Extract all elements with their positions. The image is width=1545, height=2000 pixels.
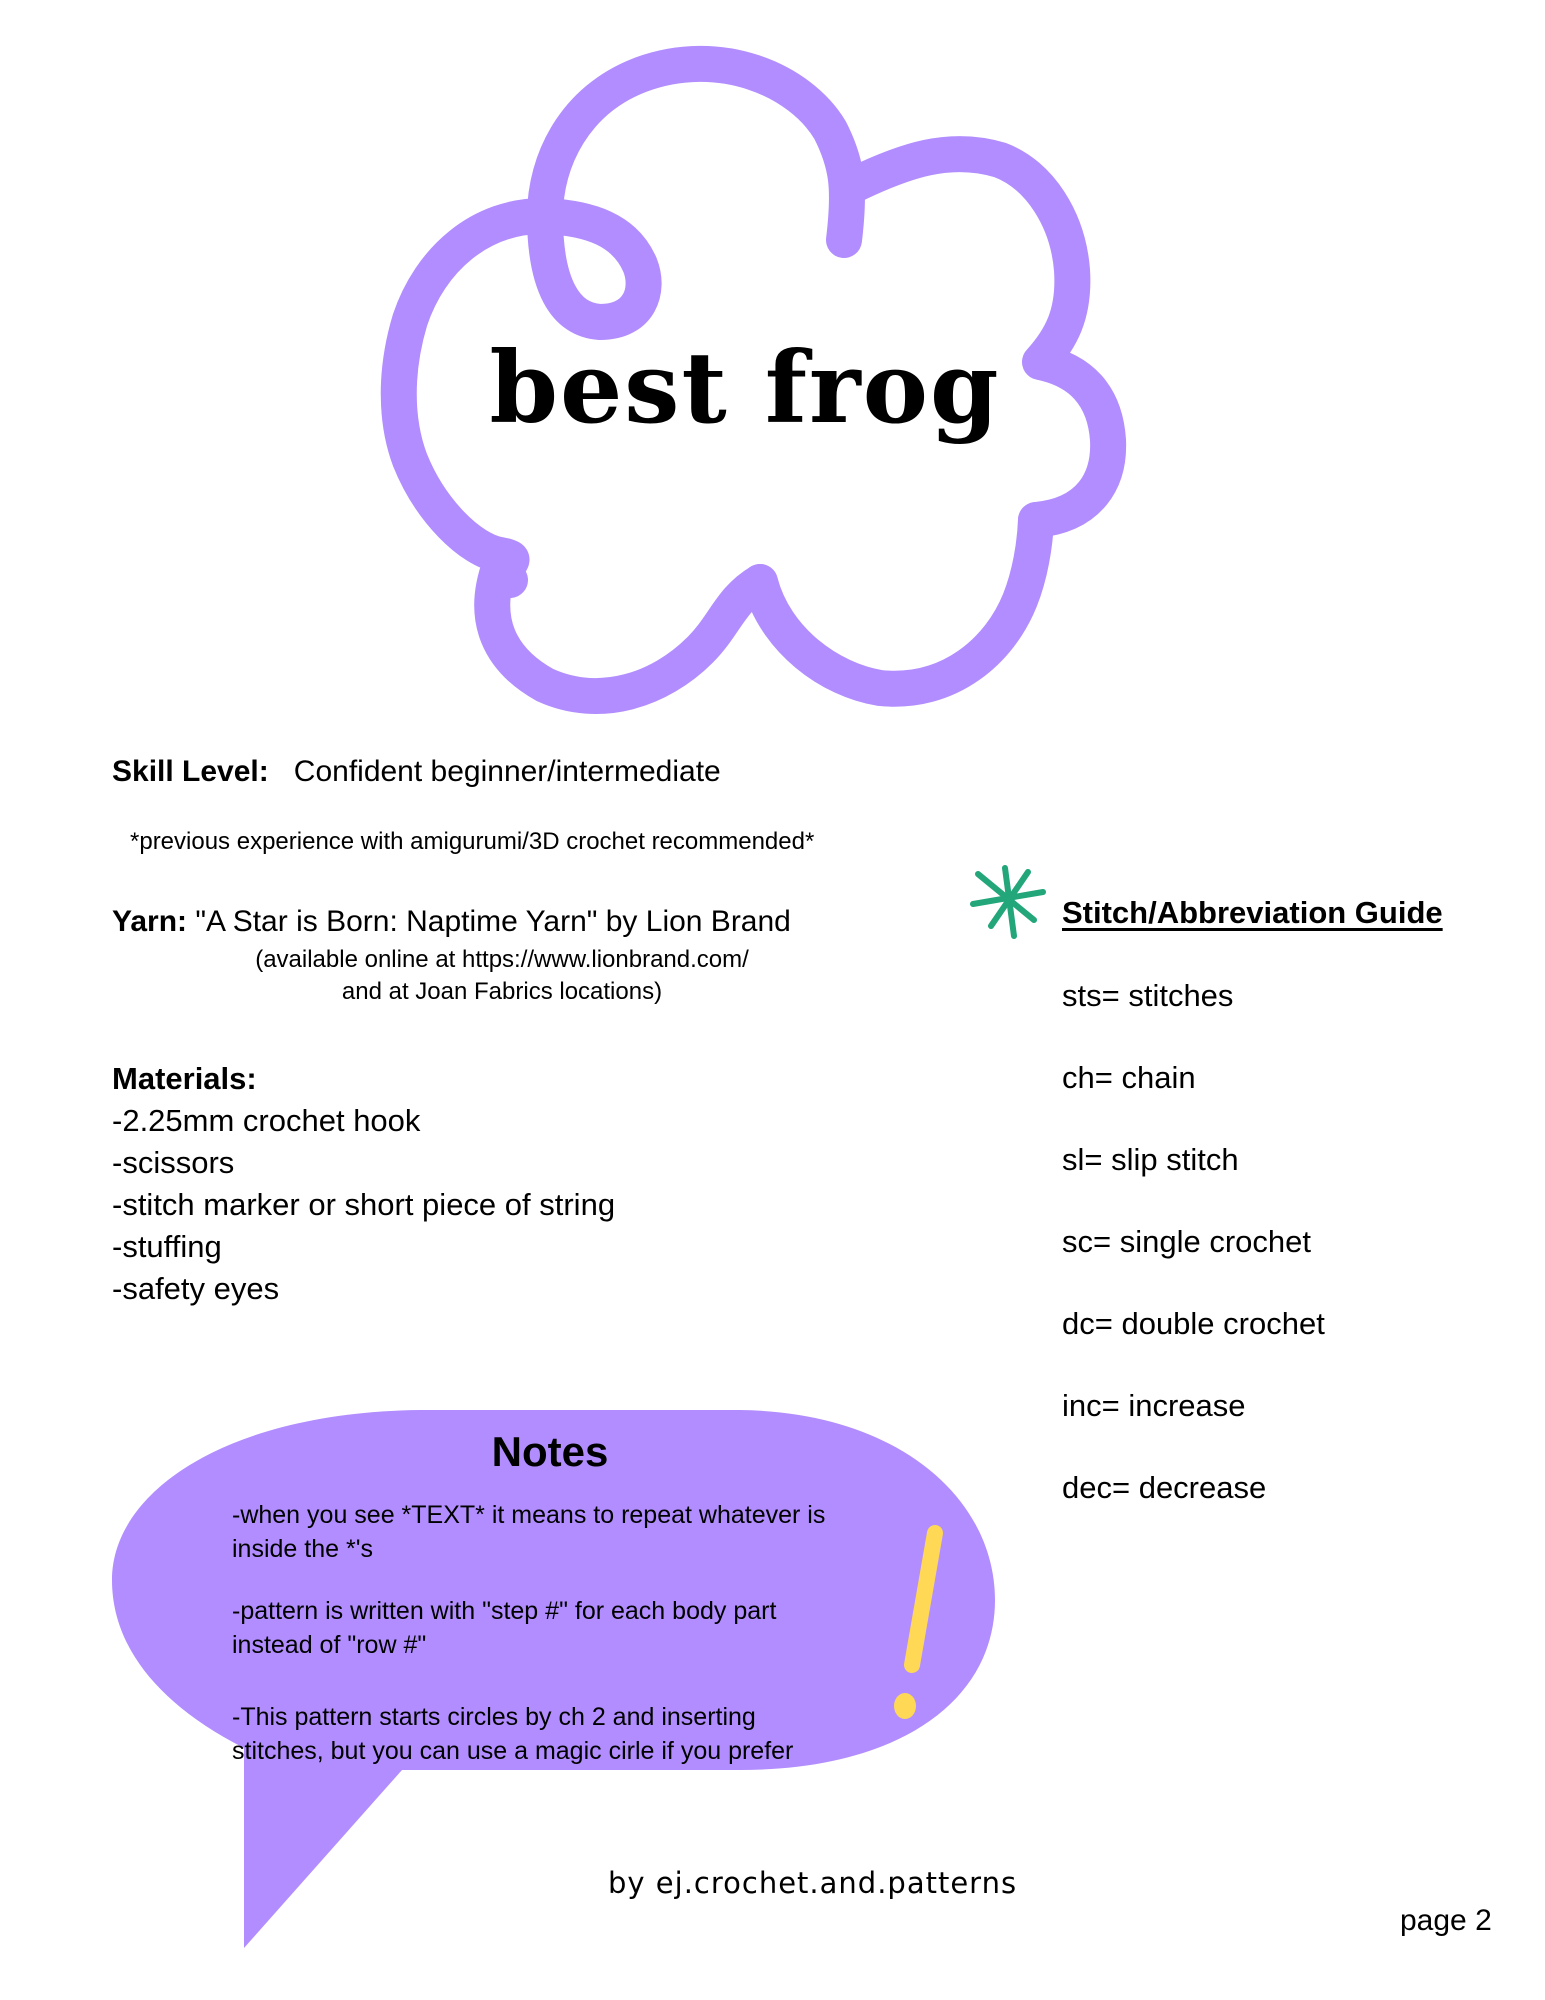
materials-item: -safety eyes — [112, 1271, 280, 1306]
skill-level-label: Skill Level: — [112, 755, 269, 788]
skill-level-note: *previous experience with amigurumi/3D crochet recommended* — [130, 828, 815, 855]
materials-item: -scissors — [112, 1145, 235, 1180]
materials-item: -stuffing — [112, 1229, 222, 1264]
notes-title: Notes — [491, 1428, 609, 1475]
stitch-guide-item: sl= slip stitch — [1062, 1142, 1239, 1177]
yarn-availability-line-1: (available online at https://www.lionbrand.com/ — [255, 946, 749, 973]
stitch-guide-item: ch= chain — [1062, 1060, 1196, 1095]
stitch-guide-item: sts= stitches — [1062, 978, 1234, 1013]
skill-level-value: Confident beginner/intermediate — [293, 755, 721, 788]
stitch-guide-item: inc= increase — [1062, 1388, 1246, 1423]
stitch-guide-item: dc= double crochet — [1062, 1306, 1325, 1341]
notes-item: -pattern is written with "step #" for each body part instead of "row #" — [232, 1597, 777, 1659]
author-byline: by ej.crochet.and.patterns — [608, 1866, 1018, 1900]
yarn-availability-line-2: and at Joan Fabrics locations) — [341, 978, 663, 1005]
yarn-label: Yarn: — [112, 905, 188, 938]
page-title: best frog — [489, 331, 1001, 446]
stitch-guide-title: Stitch/Abbreviation Guide — [1062, 895, 1443, 930]
materials-label: Materials: — [112, 1061, 257, 1096]
stitch-guide-item: dec= decrease — [1062, 1470, 1267, 1505]
page-number: page 2 — [1400, 1904, 1492, 1937]
notes-item: -This pattern starts circles by ch 2 and inserting stitches, but you can use a magic cirle if you prefer — [232, 1703, 794, 1765]
materials-item: -2.25mm crochet hook — [112, 1103, 421, 1138]
notes-item: -when you see *TEXT* it means to repeat whatever is inside the *'s — [232, 1501, 826, 1563]
yarn-value: "A Star is Born: Naptime Yarn" by Lion Brand — [195, 905, 791, 938]
stitch-guide-item: sc= single crochet — [1062, 1224, 1311, 1259]
materials-item: -stitch marker or short piece of string — [112, 1187, 616, 1222]
